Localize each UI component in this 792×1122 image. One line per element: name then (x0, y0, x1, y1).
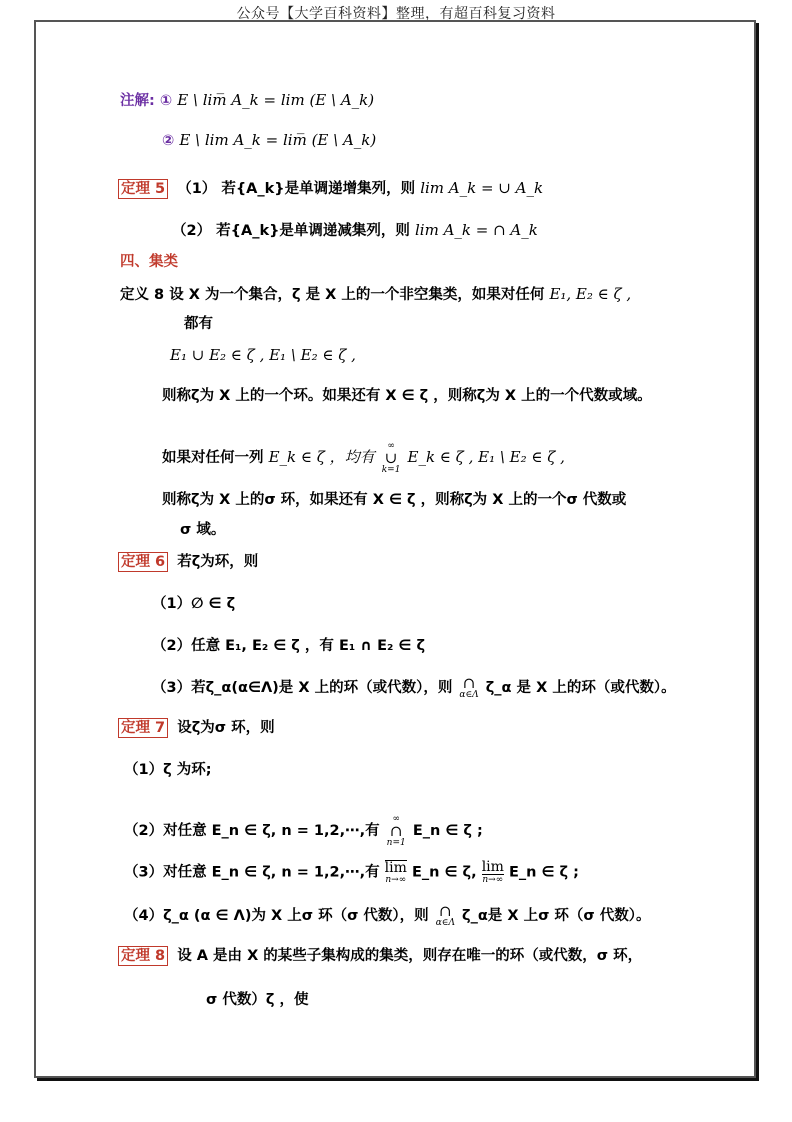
intersection-sub: α∈Λ (459, 690, 479, 700)
theorem6-item-1: （1）∅ ∈ ζ (152, 596, 236, 612)
theorem7-item3-a: （3）对任意 E_n ∈ ζ, n = 1,2,⋯,有 (124, 864, 380, 881)
limsup-sub: n→∞ (385, 875, 407, 885)
note-label: 注解: (120, 93, 155, 109)
theorem5-item1-formula: lim A_k = ∪ A_k (420, 179, 544, 197)
note-line-2 (162, 130, 376, 151)
theorem5-item2-num: （2） (172, 223, 212, 239)
intersection-n-sub: n=1 (386, 838, 406, 848)
theorem8-line1-text: 设 A 是由 X 的某些子集构成的集类，则存在唯一的环（或代数，σ 环， (177, 948, 643, 964)
definition8-line1-formula: E₁, E₂ ∈ ζ , (549, 285, 632, 303)
union-symbol: ∪ (384, 449, 398, 467)
theorem6-label: 定理 6 (118, 552, 168, 572)
note-item1-formula: E \ lim̅ A_k = lim (E \ A_k) (177, 91, 375, 109)
theorem8-line-2: σ 代数）ζ ，使 (206, 992, 309, 1008)
liminf-label: lim (481, 859, 504, 875)
limsup-operator (385, 860, 407, 885)
theorem5-item1-num: （1） (177, 181, 217, 197)
union-operator (382, 441, 401, 475)
theorem7-label: 定理 7 (118, 718, 168, 738)
theorem7-item-2 (124, 814, 483, 848)
intersection-alpha-operator (436, 904, 455, 928)
theorem5-item2-text: 若{A_k}是单调递减集列，则 (216, 223, 410, 239)
definition8-line-1 (120, 284, 631, 305)
definition8-line5-formula-a: E_k ∈ ζ ，均有 (268, 448, 375, 466)
definition8-line-2: 都有 (184, 316, 213, 332)
theorem7-item3-c: E_n ∈ ζ ; (508, 864, 579, 881)
definition8-line3-formula: E₁ ∪ E₂ ∈ ζ , E₁ \ E₂ ∈ ζ , (170, 346, 356, 364)
definition8-line-5 (162, 441, 565, 475)
union-sup: ∞ (387, 441, 395, 451)
definition8-line-7: σ 域。 (180, 522, 226, 538)
theorem7-item-3 (124, 860, 579, 885)
theorem7-item4-b: ζ_α是 X 上σ 环（σ 代数）。 (462, 908, 651, 924)
definition8-line-6: 则称ζ为 X 上的σ 环，如果还有 X ∈ ζ ，则称ζ为 X 上的一个σ 代数或 (162, 492, 627, 508)
liminf-operator (482, 860, 504, 885)
theorem6-item-3 (152, 676, 676, 700)
section4-title: 四、集类 (120, 254, 178, 270)
intersection-alpha-symbol: ∩ (439, 902, 452, 920)
note-item1-num: ① (159, 93, 173, 109)
theorem7-item2-a: （2）对任意 E_n ∈ ζ, n = 1,2,⋯,有 (124, 823, 380, 839)
theorem7-item2-b: E_n ∈ ζ ; (412, 823, 483, 839)
definition8-label: 定义 8 (120, 287, 165, 303)
theorem7-line-1 (118, 718, 275, 738)
intersection-n-operator (387, 814, 406, 848)
definition8-line5-formula-b: E_k ∈ ζ , E₁ \ E₂ ∈ ζ , (407, 448, 565, 466)
limsup-label: lim (384, 860, 407, 876)
theorem7-intro: 设ζ为σ 环，则 (177, 720, 275, 736)
theorem8-label: 定理 8 (118, 946, 168, 966)
theorem5-label: 定理 5 (118, 179, 168, 199)
theorem5-item2-formula: lim A_k = ∩ A_k (414, 221, 538, 239)
theorem7-item3-b: E_n ∈ ζ, (411, 864, 477, 881)
intersection-alpha-sub: α∈Λ (435, 918, 455, 928)
note-item2-num: ② (162, 133, 175, 149)
definition8-line1-text: 设 X 为一个集合，ζ 是 X 上的一个非空集类，如果对任何 (169, 287, 545, 303)
note-item2-formula: E \ lim A_k = lim̅ (E \ A_k) (179, 131, 377, 149)
definition8-line-3 (170, 345, 356, 366)
theorem5-item1-text: 若{A_k}是单调递增集列，则 (221, 181, 416, 197)
theorem6-line-1 (118, 552, 258, 572)
theorem7-item-4 (124, 904, 651, 928)
theorem7-item-1: （1）ζ 为环; (124, 762, 212, 778)
theorem5-line-1 (118, 178, 543, 199)
theorem7-item4-a: （4）ζ_α (α ∈ Λ)为 X 上σ 环（σ 代数），则 (124, 908, 429, 924)
note-line-1 (120, 90, 374, 111)
theorem6-intro: 若ζ为环，则 (177, 554, 259, 570)
theorem6-item3-a: （3）若ζ_α(α∈Λ)是 X 上的环（或代数），则 (152, 680, 453, 696)
theorem6-item-2: （2）任意 E₁, E₂ ∈ ζ ，有 E₁ ∩ E₂ ∈ ζ (152, 638, 426, 654)
definition8-line5-text: 如果对任何一列 (162, 450, 264, 466)
intersection-symbol: ∩ (462, 674, 476, 692)
theorem8-line-1 (118, 946, 642, 966)
page-header: 公众号【大学百科资料】整理，有超百科复习资料 (236, 6, 556, 22)
intersection-n-sup: ∞ (392, 814, 400, 824)
intersection-operator (459, 676, 478, 700)
union-sub: k=1 (381, 465, 401, 475)
theorem5-line-2 (172, 220, 538, 241)
definition8-line-4: 则称ζ为 X 上的一个环。如果还有 X ∈ ζ ，则称ζ为 X 上的一个代数或域。 (162, 388, 652, 404)
liminf-sub: n→∞ (482, 875, 504, 885)
theorem6-item3-b: ζ_α 是 X 上的环（或代数）。 (485, 680, 676, 696)
intersection-n-symbol: ∩ (389, 822, 403, 840)
